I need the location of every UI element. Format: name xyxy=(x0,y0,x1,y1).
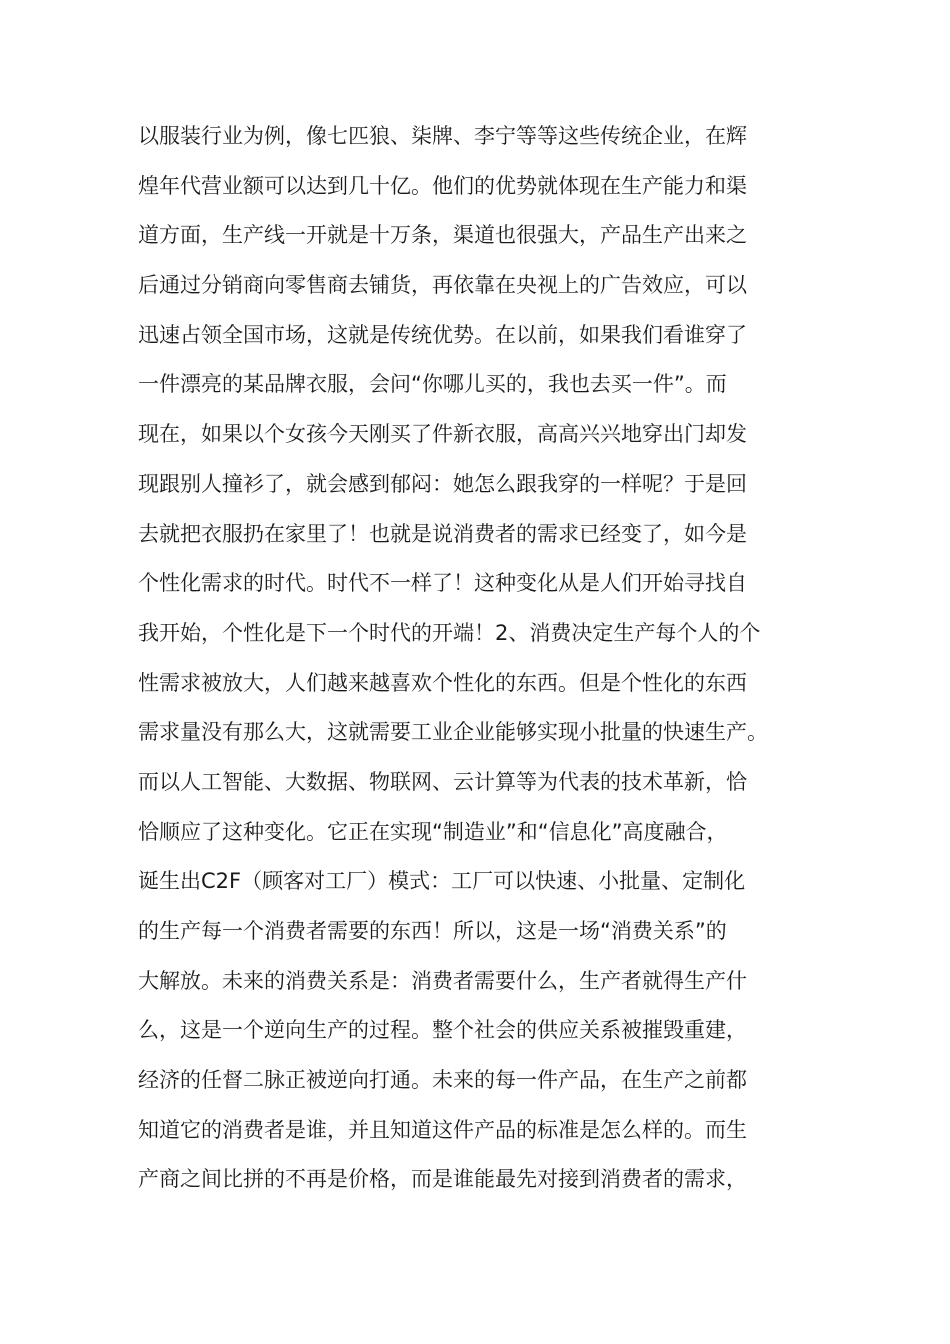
text-line-16: 诞生出C2F（顾客对工厂）模式：工厂可以快速、小批量、定制化 xyxy=(138,869,746,894)
text-line-5: 迅速占领全国市场，这就是传统优势。在以前，如果我们看谁穿了 xyxy=(138,322,747,347)
text-line-10: 个性化需求的时代。时代不一样了！这种变化从是人们开始寻找自 xyxy=(138,571,747,596)
text-line-8: 现跟别人撞衫了，就会感到郁闷：她怎么跟我穿的一样呢？于是回 xyxy=(138,471,747,496)
text-line-22: 产商之间比拼的不再是价格，而是谁能最先对接到消费者的需求， xyxy=(138,1167,747,1192)
text-line-6: 一件漂亮的某品牌衣服，会问“你哪儿买的，我也去买一件”。而 xyxy=(138,372,727,397)
text-line-12: 性需求被放大，人们越来越喜欢个性化的东西。但是个性化的东西 xyxy=(138,670,747,695)
body-paragraph xyxy=(138,112,818,1205)
text-line-21: 知道它的消费者是谁，并且知道这件产品的标准是怎么样的。而生 xyxy=(138,1117,747,1142)
text-line-14: 而以人工智能、大数据、物联网、云计算等为代表的技术革新，恰 xyxy=(138,769,747,794)
text-line-17: 的生产每一个消费者需要的东西！所以，这是一场“消费关系”的 xyxy=(138,919,727,943)
text-line-20: 经济的任督二脉正被逆向打通。未来的每一件产品，在生产之前都 xyxy=(138,1068,747,1093)
text-line-3: 道方面，生产线一开就是十万条，渠道也很强大，产品生产出来之 xyxy=(138,223,747,248)
text-line-9: 去就把衣服扔在家里了！也就是说消费者的需求已经变了，如今是 xyxy=(138,521,747,546)
text-line-13: 需求量没有那么大，这就需要工业企业能够实现小批量的快速生产。 xyxy=(138,720,768,745)
text-line-2: 煌年代营业额可以达到几十亿。他们的优势就体现在生产能力和渠 xyxy=(138,173,747,198)
text-line-11: 我开始，个性化是下一个时代的开端！2、消费决定生产每个人的个 xyxy=(138,620,761,645)
text-line-7: 现在，如果以个女孩今天刚买了件新衣服，高高兴兴地穿出门却发 xyxy=(138,422,747,447)
text-line-18: 大解放。未来的消费关系是：消费者需要什么，生产者就得生产什 xyxy=(138,968,747,993)
text-line-1: 以服装行业为例，像七匹狼、柒牌、李宁等等这些传统企业，在辉 xyxy=(138,124,747,148)
text-line-19: 么，这是一个逆向生产的过程。整个社会的供应关系被摧毁重建， xyxy=(138,1018,747,1043)
text-line-4: 后通过分销商向零售商去铺货，再依靠在央视上的广告效应，可以 xyxy=(138,273,747,298)
text-line-15: 恰顺应了这种变化。它正在实现“制造业”和“信息化”高度融合， xyxy=(138,819,728,844)
